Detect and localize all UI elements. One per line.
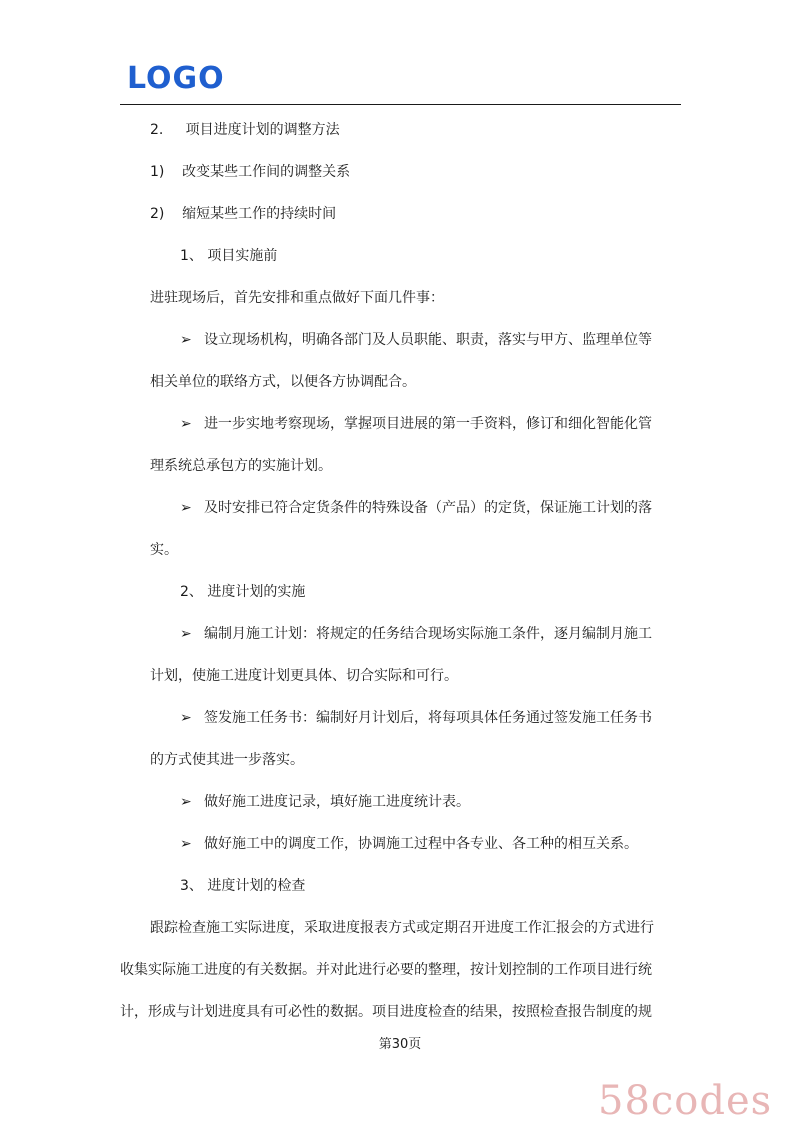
subsection-heading: 1、 项目实施前 [180,248,278,264]
bullet-item [180,834,638,854]
arrow-bullet-icon: ➢ [180,500,192,516]
subsection-heading: 2、 进度计划的实施 [180,584,306,600]
bullet-continuation: 计划，使施工进度计划更具体、切合实际和可行。 [150,668,458,684]
logo: LOGO [127,61,225,96]
paragraph-line: 进驻现场后，首先安排和重点做好下面几件事： [150,290,444,306]
bullet-text: 及时安排已符合定货条件的特殊设备（产品）的定货，保证施工计划的落 [204,500,652,516]
arrow-bullet-icon: ➢ [180,836,192,852]
section-heading: 2. 项目进度计划的调整方法 [150,122,340,138]
bullet-text: 进一步实地考察现场，掌握项目进展的第一手资料，修订和细化智能化管 [204,416,652,432]
arrow-bullet-icon: ➢ [180,416,192,432]
bullet-continuation: 相关单位的联络方式，以便各方协调配合。 [150,374,416,390]
page-number: 第30页 [378,1037,422,1052]
bullet-continuation: 实。 [150,542,178,558]
paragraph-line: 收集实际施工进度的有关数据。并对此进行必要的整理，按计划控制的工作项目进行统 [120,962,652,978]
bullet-item [180,708,652,728]
bullet-text: 编制月施工计划：将规定的任务结合现场实际施工条件，逐月编制月施工 [204,626,652,642]
bullet-item [180,624,652,644]
list-item: 1) 改变某些工作间的调整关系 [150,164,351,180]
bullet-text: 做好施工进度记录，填好施工进度统计表。 [204,794,470,810]
subsection-heading: 3、 进度计划的检查 [180,878,306,894]
bullet-continuation: 理系统总承包方的实施计划。 [150,458,332,474]
bullet-text: 设立现场机构，明确各部门及人员职能、职责，落实与甲方、监理单位等 [204,332,652,348]
bullet-text: 签发施工任务书：编制好月计划后，将每项具体任务通过签发施工任务书 [204,710,652,726]
arrow-bullet-icon: ➢ [180,626,192,642]
paragraph-line: 计，形成与计划进度具有可必性的数据。项目进度检查的结果，按照检查报告制度的规 [120,1004,652,1020]
header-rule [120,104,681,105]
bullet-item [180,792,470,812]
bullet-item [180,414,652,434]
bullet-text: 做好施工中的调度工作，协调施工过程中各专业、各工种的相互关系。 [204,836,638,852]
arrow-bullet-icon: ➢ [180,794,192,810]
arrow-bullet-icon: ➢ [180,710,192,726]
bullet-continuation: 的方式使其进一步落实。 [150,752,304,768]
list-item: 2) 缩短某些工作的持续时间 [150,206,337,222]
bullet-item [180,498,652,518]
watermark: 58codes [598,1078,773,1124]
bullet-item [180,330,652,350]
paragraph-line: 跟踪检查施工实际进度，采取进度报表方式或定期召开进度工作汇报会的方式进行 [150,920,654,936]
arrow-bullet-icon: ➢ [180,332,192,348]
